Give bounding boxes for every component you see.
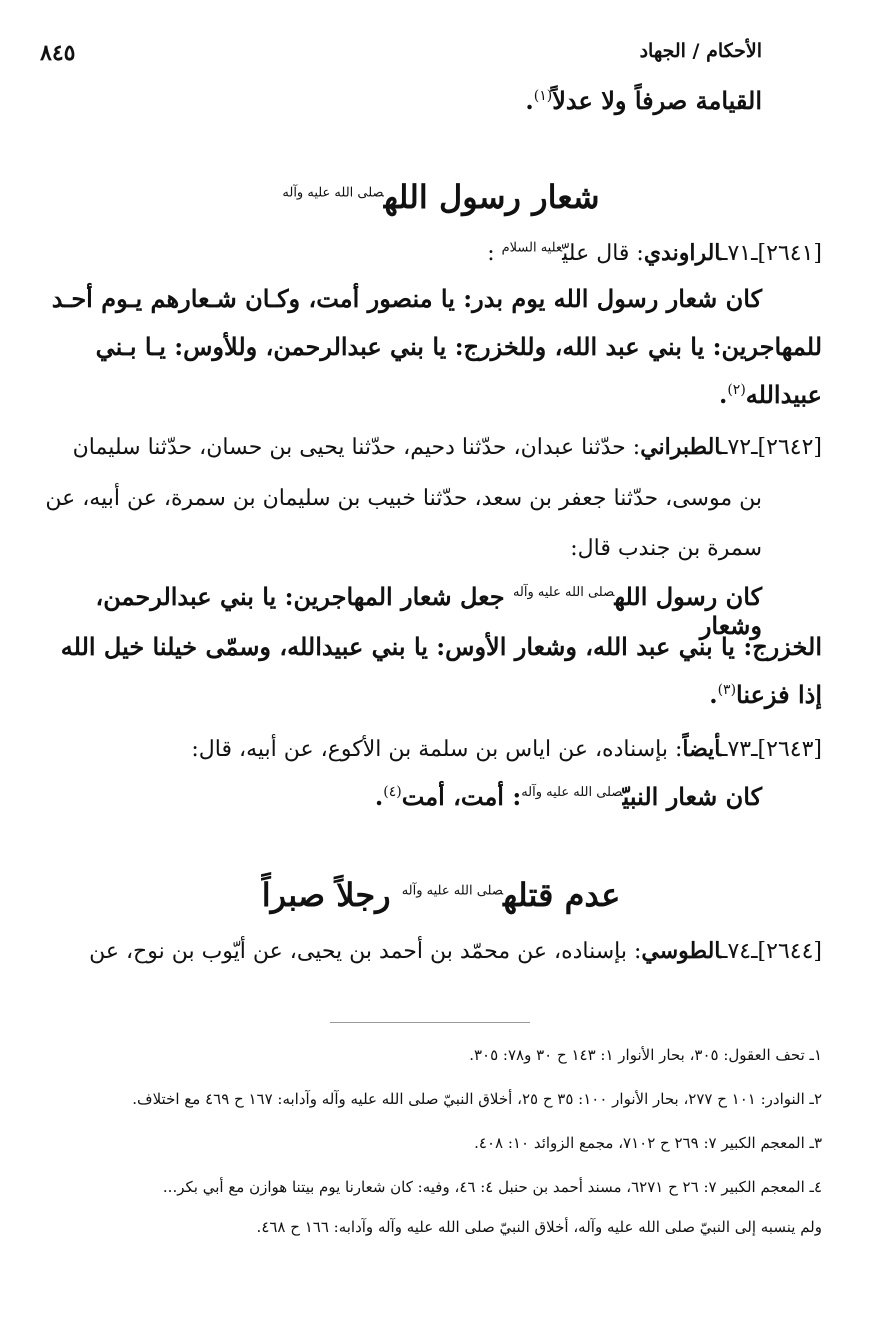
section-title-shiar [0,178,882,216]
footnote-ref-4: (٤) [383,784,402,800]
hadith-2643-text-2: : أمت، أمت [401,782,522,811]
hadith-2641-line-3 [40,380,822,409]
section-title-text: شعار رسول الله [383,178,600,216]
section-title-text-1: عدم قتله [503,876,621,914]
carryover-text: القيامة صرفاً ولا عدلاً [552,86,762,115]
hadith-2641-line-3-text: عبيدالله [745,380,822,409]
hadith-2642-line-2: الخزرج: يا بني عبد الله، وشعار الأوس: يا بني عبيدالله، وسمّى خيلنا خيل الله [60,632,822,661]
footnote-ref-2: (٢) [727,382,746,398]
hadith-source: أيضاً [682,736,721,762]
running-header: الأحكام / الجهاد [639,40,762,62]
footnote-2: ٢ـ النوادر: ١٠١ ح ٢٧٧، بحار الأنوار ١٠٠: ٣٥ ح ٢٥، أخلاق النبيّ صلى الله عليه وآله وآدابه: ١٦٧ ح ٤٦٩ مع اختلاف. [132,1090,822,1108]
salawat-glyph: صلى الله عليه وآله [401,883,504,899]
hadith-2643-text-1: كان شعار النبيّ [622,782,762,811]
hadith-2643-line-1 [40,782,762,811]
footnote-4-cont: ولم ينسبه إلى النبيّ صلى الله عليه وآله، أخلاق النبيّ صلى الله عليه وآله وآدابه: ١٦٦ ح ٤٦٨. [256,1218,822,1236]
hadith-seq: ـ٧١ـ [721,241,758,266]
hadith-2641-end: . [718,380,728,409]
footnote-1: ١ـ تحف العقول: ٣٠٥، بحار الأنوار ١: ١٤٣ ح ٣٠ و٧٨: ٣٠٥. [469,1046,822,1064]
hadith-2643-end: . [374,782,384,811]
hadith-2644-head [40,938,822,964]
hadith-2641-line-2: للمهاجرين: يا بني عبد الله، وللخزرج: يا بني عبدالرحمن، وللأوس: يـا بـني [95,332,822,361]
salawat-glyph: صلى الله عليه وآله [282,185,384,201]
hadith-number: [٢٦٤٤] [757,939,822,964]
hadith-isnad: : حدّثنا عبدان، حدّثنا دحيم، حدّثنا يحيى بن حسان، حدّثنا سليمان [72,435,641,460]
hadith-source: الطوسي [641,938,721,964]
salawat-glyph: صلى الله عليه وآله [512,585,615,600]
hadith-seq: ـ٧٢ـ [721,435,758,460]
hadith-isnad: : بإسناده، عن محمّد بن أحمد بن يحيى، عن أيّوب بن نوح، عن [89,939,642,964]
hadith-2642-head [40,434,822,460]
hadith-colon: : [487,241,502,266]
hadith-seq: ـ٧٤ـ [721,939,758,964]
salawat-glyph: صلى الله عليه وآله [521,785,623,800]
hadith-2642-line-3 [40,680,822,709]
hadith-2641-head [40,240,822,266]
hadith-intro: : قال عليّ [562,241,644,266]
hadith-2643-head [40,736,822,762]
footnote-3: ٣ـ المعجم الكبير ٧: ٢٦٩ ح ٧١٠٢، مجمع الزوائد ١٠: ٤٠٨. [474,1134,822,1152]
hadith-2642-text-2: جعل شعار المهاجرين: يا بني عبدالرحمن، وشعار [95,582,762,640]
footnote-4: ٤ـ المعجم الكبير ٧: ٢٦ ح ٦٢٧١، مسند أحمد بن حنبل ٤: ٤٦، وفيه: كان شعارنا يوم بيتنا هوازن مع أبي بكر... [162,1178,822,1196]
footnote-ref-1: (١) [533,88,553,104]
carryover-line [525,86,762,115]
alayhi-glyph: عليه السلام [501,240,563,256]
hadith-source: الراوندي [643,240,721,266]
hadith-number: [٢٦٤٣] [757,737,822,762]
hadith-source: الطبراني [640,434,721,460]
section-title-text-2: رجلاً صبراً [261,876,402,914]
hadith-seq: ـ٧٣ـ [721,737,758,762]
hadith-2641-line-1: كان شعار رسول الله يوم بدر: يا منصور أمت، وكـان شـعارهم يـوم أحـد [51,284,762,313]
section-title-qatl [0,876,882,914]
hadith-2642-line-3-text: إذا فزعنا [736,680,822,709]
page-number: ٨٤٥ [40,40,76,66]
hadith-number: [٢٦٤١] [757,241,822,266]
hadith-2642-isnad-2: بن موسى، حدّثنا جعفر بن سعد، حدّثنا خبيب بن سليمان بن سمرة، عن أبيه، عن [45,486,762,511]
footnote-ref-3: (٣) [717,682,737,698]
hadith-number: [٢٦٤٢] [757,435,822,460]
hadith-2642-isnad-3: سمرة بن جندب قال: [570,536,762,561]
hadith-2642-end: . [709,680,718,709]
carryover-end: . [525,86,534,115]
hadith-isnad: : بإسناده، عن اياس بن سلمة بن الأكوع، عن أبيه، قال: [191,737,683,762]
footnote-divider [330,1022,530,1023]
hadith-2642-text-1: كان رسول الله [614,582,762,611]
